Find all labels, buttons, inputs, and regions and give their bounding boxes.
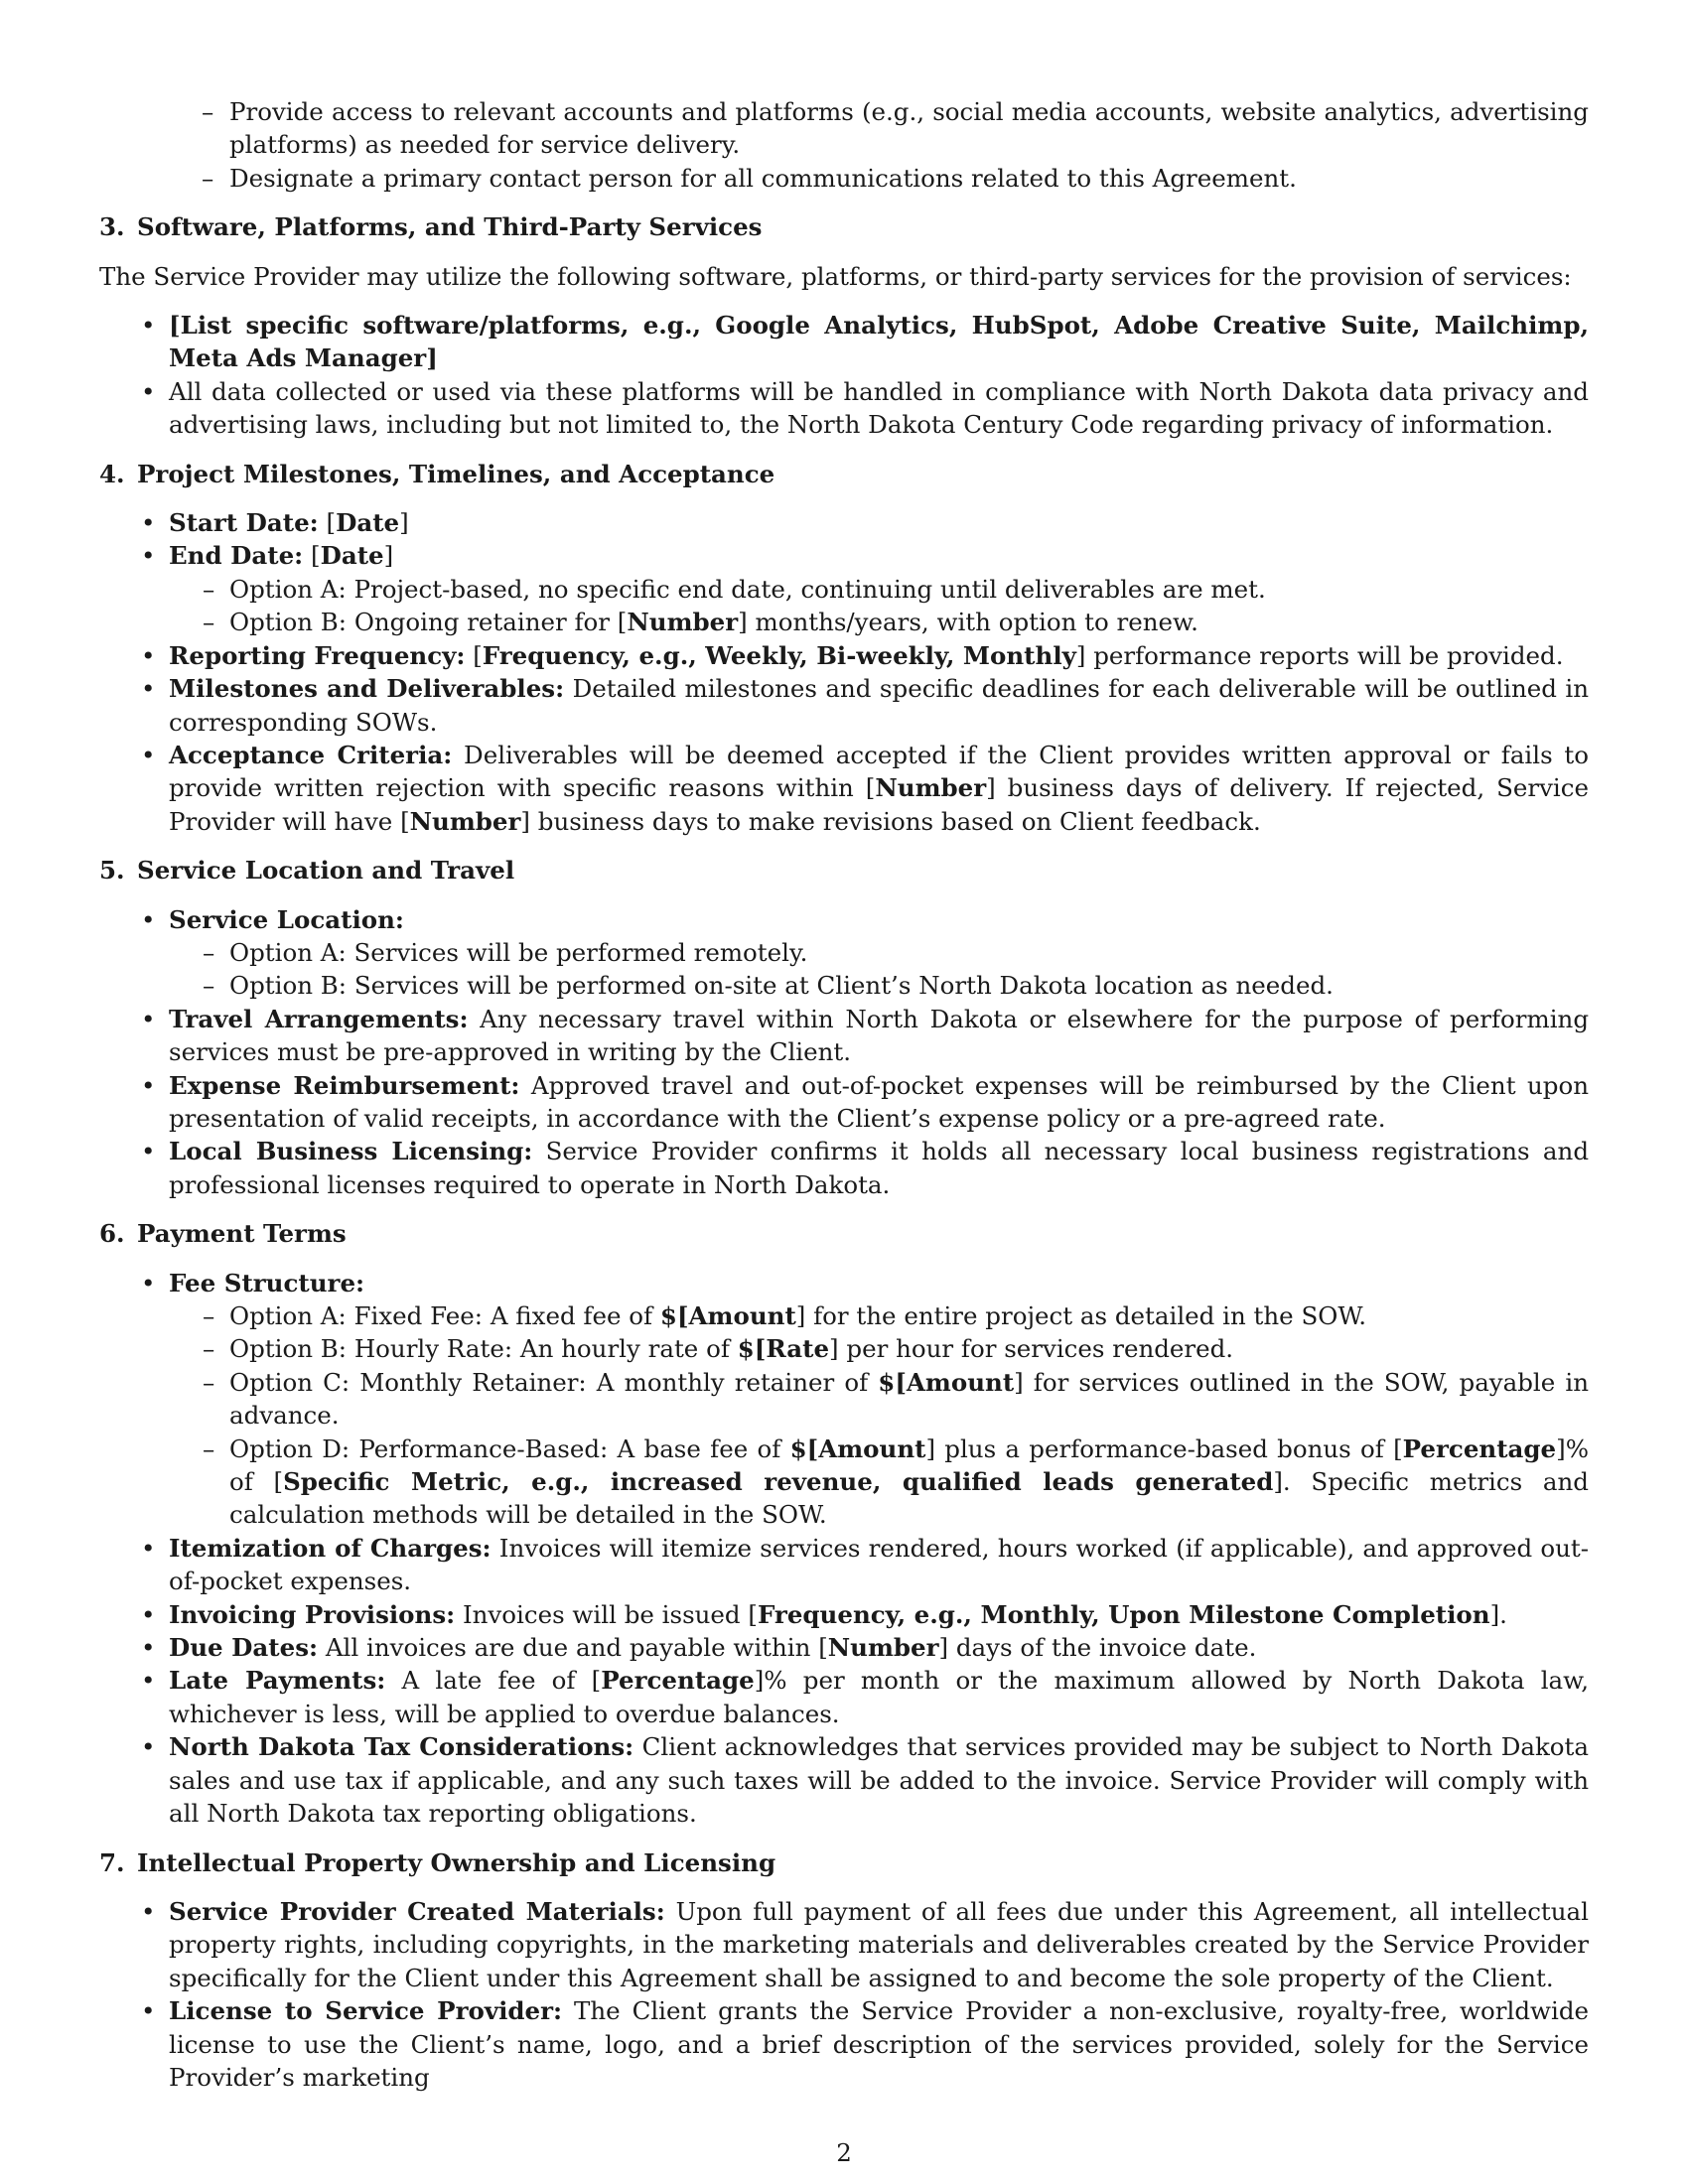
section-6-list [99, 1267, 1589, 1831]
list-item: – Designate a primary contact person for all communications related to this Agreement. [99, 162, 1589, 195]
page-number: 2 [836, 2138, 852, 2167]
section-heading-7: 7. Intellectual Property Ownership and Licensing [99, 1847, 776, 1877]
list-item: – Option B: Services will be performed on-site at Client’s North Dakota location as needed. [169, 969, 1589, 1002]
due-dates-item: • Due Dates: All invoices are due and payable within [Number] days of the invoice date. [99, 1631, 1589, 1664]
itemization-item: • Itemization of Charges: Invoices will itemize services rendered, hours worked (if applicable), and approved out-of-pocket expenses. [99, 1532, 1589, 1598]
licensing-item: • Local Business Licensing: Service Provider confirms it holds all necessary local business registrations and professional licenses required to operate in North Dakota. [99, 1135, 1589, 1201]
list-item: – Provide access to relevant accounts and platforms (e.g., social media accounts, website analytics, advertising platforms) as needed for service delivery. [99, 95, 1589, 162]
list-item: – Option B: Hourly Rate: An hourly rate of $[Rate] per hour for services rendered. [169, 1332, 1589, 1365]
section-heading-4: 4. Project Milestones, Timelines, and Acceptance [99, 459, 775, 488]
fee-structure-item: • Fee Structure: – Option A: Fixed Fee: A fixed fee of $[Amount] for the entire project as detailed in the SOW. – Option B: Hourly Rate: An hourly rate of $[Rate] per hour for services rendered. – Option C: Monthly Retainer: A monthly retainer of $[Amount] for services outlined in the SOW, payable in advance. – Option D: Performance-Based: A base fee of $[Amount] plus a performance-based bonus of [Percentage]% of [Specific Metric, e.g., increased revenue, qualified leads generated]. Specific metrics and calculation methods will be detailed in the SOW. [99, 1267, 1589, 1532]
fee-structure-options [169, 1299, 1589, 1532]
acceptance-criteria-item: • Acceptance Criteria: Deliverables will be deemed accepted if the Client provides written approval or fails to provide written rejection with specific reasons within [Number] business days of delivery. If rejected, Service Provider will have [Number] business days to make revisions based on Client feedback. [99, 739, 1589, 838]
document-page [99, 95, 1589, 2094]
license-item: • License to Service Provider: The Client grants the Service Provider a non-exclusive, royalty-free, worldwide license to use the Client’s name, logo, and a brief description of the services provided, solely for the Service Provider’s marketing [99, 1994, 1589, 2094]
list-item: • [List specific software/platforms, e.g., Google Analytics, HubSpot, Adobe Creative Suite, Mailchimp, Meta Ads Manager] [99, 309, 1589, 375]
list-item: – Option D: Performance-Based: A base fee of $[Amount] plus a performance-based bonus of [Percentage]% of [Specific Metric, e.g., increased revenue, qualified leads generated]. Specific metrics and calculation methods will be detailed in the SOW. [169, 1433, 1589, 1532]
section-5-list [99, 903, 1589, 1202]
late-payments-item: • Late Payments: A late fee of [Percentage]% per month or the maximum allowed by North Dakota law, whichever is less, will be applied to overdue balances. [99, 1664, 1589, 1730]
start-date-item: • Start Date: [Date] [99, 506, 1589, 539]
end-date-options [169, 573, 1589, 639]
milestones-item: • Milestones and Deliverables: Detailed milestones and specific deadlines for each deliverable will be outlined in corresponding SOWs. [99, 672, 1589, 739]
list-item: – Option B: Ongoing retainer for [Number] months/years, with option to renew. [169, 606, 1589, 638]
list-item: – Option A: Services will be performed remotely. [169, 936, 1589, 969]
client-obligations-list [99, 95, 1589, 195]
reporting-frequency-item: • Reporting Frequency: [Frequency, e.g., Weekly, Bi-weekly, Monthly] performance reports will be provided. [99, 639, 1589, 672]
service-location-options [169, 936, 1589, 1003]
section-heading-5: 5. Service Location and Travel [99, 856, 515, 886]
section-3-list [99, 309, 1589, 442]
expense-item: • Expense Reimbursement: Approved travel and out-of-pocket expenses will be reimbursed by the Client upon presentation of valid receipts, in accordance with the Client’s expense policy or a pre-agreed rate. [99, 1069, 1589, 1136]
list-item: – Option A: Project-based, no specific end date, continuing until deliverables are met. [169, 573, 1589, 606]
invoicing-item: • Invoicing Provisions: Invoices will be issued [Frequency, e.g., Monthly, Upon Milestone Completion]. [99, 1598, 1589, 1631]
section-heading-3: 3. Software, Platforms, and Third-Party Services [99, 212, 763, 242]
service-location-item: • Service Location: – Option A: Services will be performed remotely. – Option B: Services will be performed on-site at Client’s North Dakota location as needed. [99, 903, 1589, 1003]
end-date-item: • End Date: [Date] – Option A: Project-based, no specific end date, continuing until deliverables are met. – Option B: Ongoing retainer for [Number] months/years, with option to renew. [99, 539, 1589, 638]
tax-item: • North Dakota Tax Considerations: Client acknowledges that services provided may be subject to North Dakota sales and use tax if applicable, and any such taxes will be added to the invoice. Service Provider will comply with all North Dakota tax reporting obligations. [99, 1730, 1589, 1830]
section-4-list [99, 506, 1589, 838]
list-item: – Option C: Monthly Retainer: A monthly retainer of $[Amount] for services outlined in the SOW, payable in advance. [169, 1366, 1589, 1433]
list-item: • All data collected or used via these platforms will be handled in compliance with North Dakota data privacy and advertising laws, including but not limited to, the North Dakota Century Code regarding privacy of information. [99, 375, 1589, 442]
list-item: – Option A: Fixed Fee: A fixed fee of $[Amount] for the entire project as detailed in the SOW. [169, 1299, 1589, 1332]
created-materials-item: • Service Provider Created Materials: Upon full payment of all fees due under this Agreement, all intellectual property rights, including copyrights, in the marketing materials and deliverables created by the Service Provider specifically for the Client under this Agreement shall be assigned to and become the sole property of the Client. [99, 1895, 1589, 1994]
section-heading-6: 6. Payment Terms [99, 1219, 347, 1249]
section-7-list [99, 1895, 1589, 2094]
section-3-intro: The Service Provider may utilize the following software, platforms, or third-party services for the provision of services: [99, 261, 1572, 291]
travel-item: • Travel Arrangements: Any necessary travel within North Dakota or elsewhere for the purpose of performing services must be pre-approved in writing by the Client. [99, 1003, 1589, 1069]
